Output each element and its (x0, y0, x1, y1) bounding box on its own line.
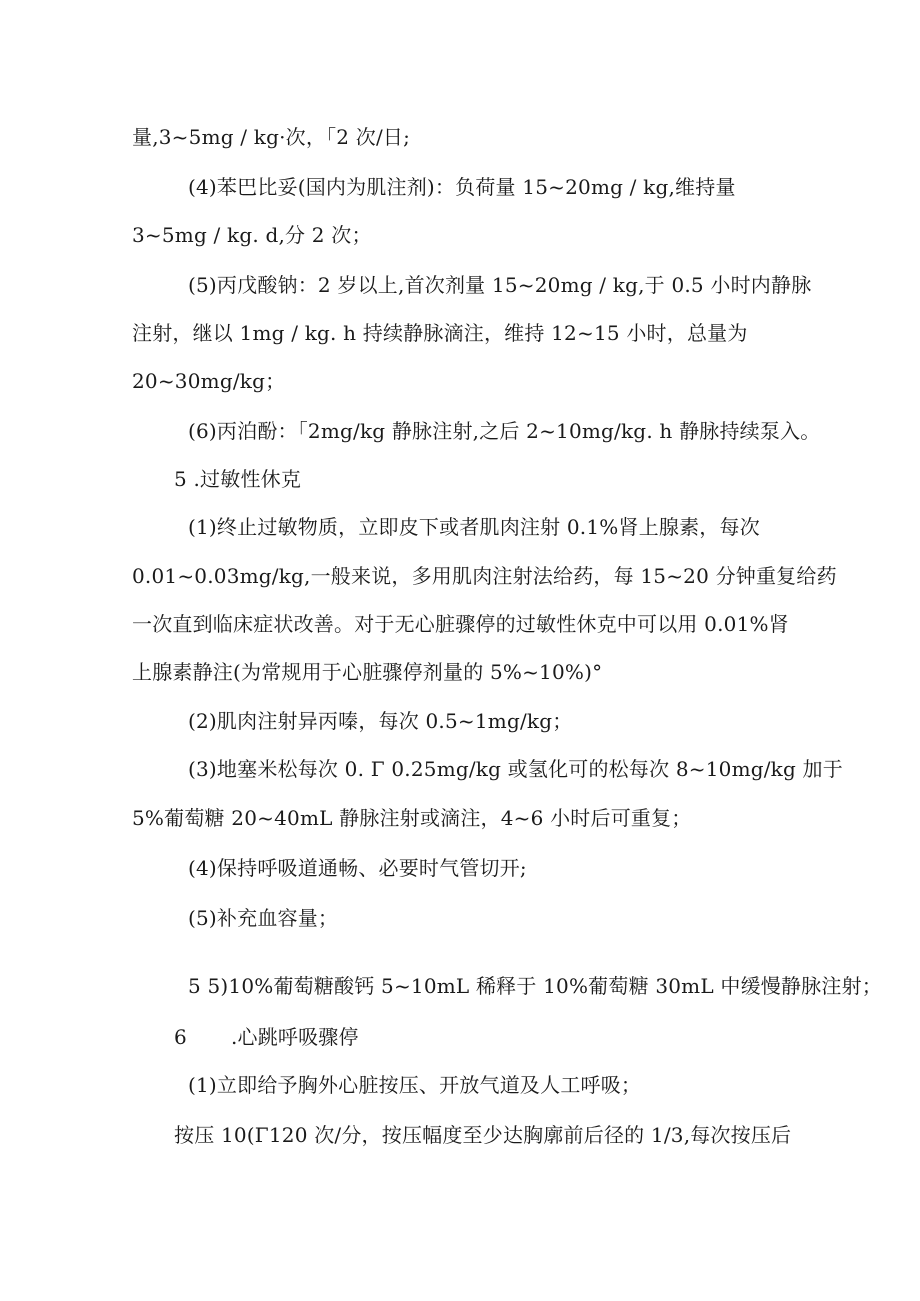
text-line: 注射，继以 1mg / kg. h 持续静脉滴注，维持 12~15 小时，总量为 (132, 321, 748, 345)
text-line: 0.01~0.03mg/kg,一般来说，多用肌肉注射法给药，每 15~20 分钟重复给药 (132, 564, 837, 588)
section-number: 5 (174, 467, 187, 491)
text-line: 上腺素静注(为常规用于心脏骤停剂量的 5%~10%)° (132, 660, 603, 684)
text-line: (1)立即给予胸外心脏按压、开放气道及人工呼吸； (188, 1073, 642, 1097)
text-line: 按压 10(Γ120 次/分，按压幅度至少达胸廓前后径的 1/3,每次按压后 (174, 1123, 792, 1147)
text-line: 5 5)10%葡萄糖酸钙 5~10mL 稀释于 10%葡萄糖 30mL 中缓慢静脉注射； (188, 974, 882, 998)
text-line: (3)地塞米松每次 0. Γ 0.25mg/kg 或氢化可的松每次 8~10mg/kg 加于 (188, 757, 843, 781)
text-line: 20~30mg/kg； (132, 369, 286, 393)
text-line: 3~5mg / kg. d,分 2 次； (132, 223, 372, 247)
section-heading (174, 1024, 359, 1050)
section-title: .过敏性休克 (193, 467, 302, 491)
text-line: (4)保持呼吸道通畅、必要时气管切开; (188, 856, 527, 880)
text-line: (6)丙泊酚：「2mg/kg 静脉注射,之后 2~10mg/kg. h 静脉持续泵入。 (188, 419, 821, 443)
text-line: (4)苯巴比妥(国内为肌注剂)：负荷量 15~20mg / kg,维持量 (188, 175, 736, 199)
text-line: (5)丙戊酸钠：2 岁以上,首次剂量 15~20mg / kg,于 0.5 小时内静脉 (188, 273, 812, 297)
text-line: (2)肌肉注射异丙嗪，每次 0.5~1mg/kg； (188, 709, 573, 733)
text-line: 量,3~5mg / kg·次，「2 次/日; (132, 125, 411, 149)
text-line: 5%葡萄糖 20~40mL 静脉注射或滴注，4~6 小时后可重复； (132, 806, 692, 830)
text-line: (1)终止过敏物质，立即皮下或者肌肉注射 0.1%肾上腺素，每次 (188, 515, 760, 539)
section-heading (174, 466, 301, 492)
text-line: (5)补充血容量； (188, 906, 339, 930)
section-number: 6 (174, 1025, 187, 1049)
text-line: 一次直到临床症状改善。对于无心脏骤停的过敏性休克中可以用 0.01%肾 (132, 612, 789, 636)
section-title: .心跳呼吸骤停 (230, 1025, 359, 1049)
